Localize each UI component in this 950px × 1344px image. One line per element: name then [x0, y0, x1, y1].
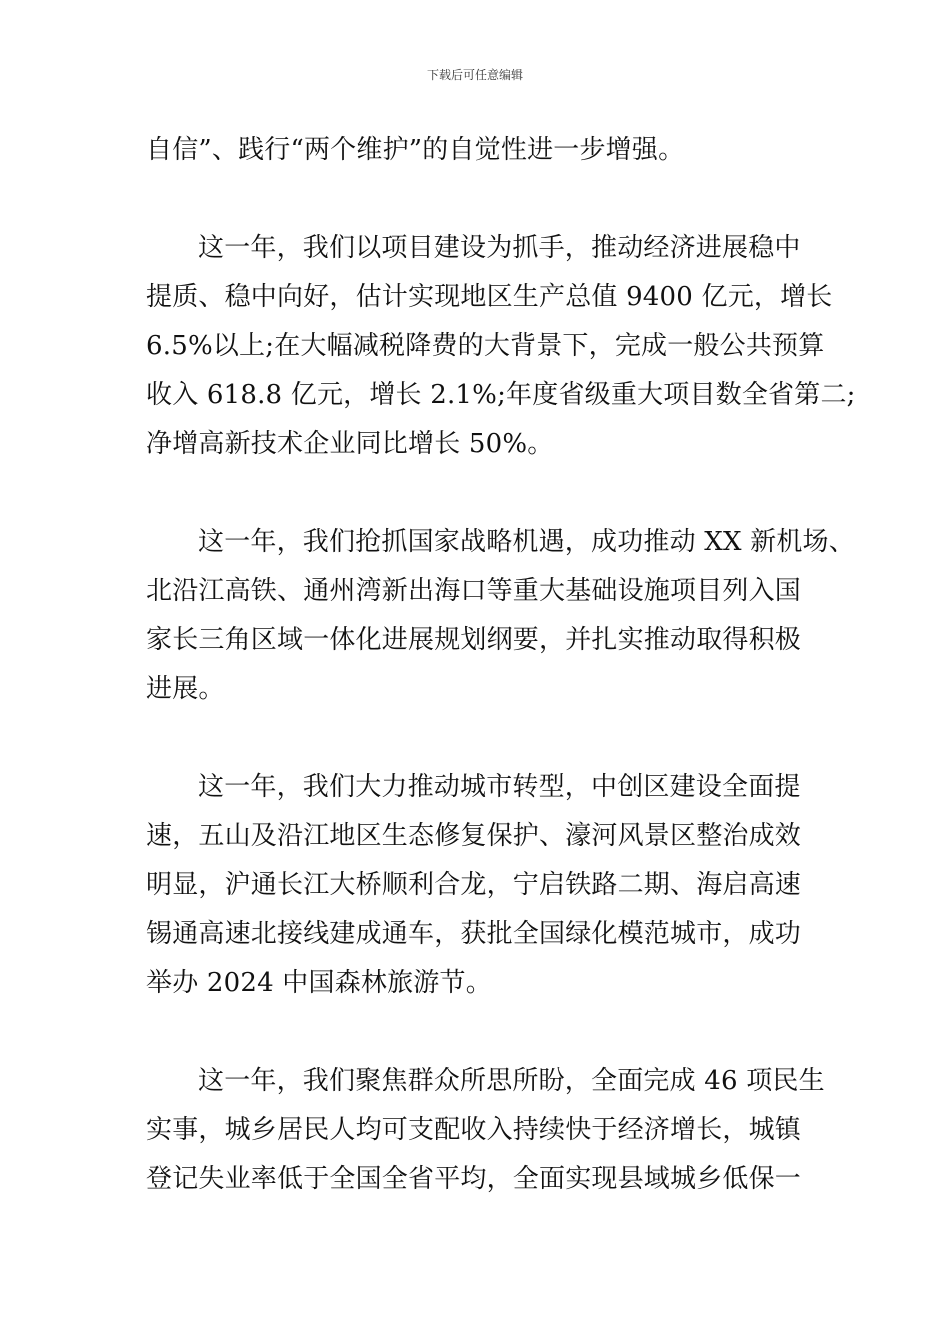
- paragraph-line: 锡通高速北接线建成通车，获批全国绿化模范城市，成功: [146, 919, 802, 949]
- paragraph-1: [146, 126, 816, 175]
- paragraph-line: 速，五山及沿江地区生态修复保护、濠河风景区整治成效: [146, 821, 802, 851]
- paragraph-line: 登记失业率低于全国全省平均，全面实现县域城乡低保一: [146, 1164, 802, 1194]
- paragraph-line: 这一年，我们以项目建设为抓手，推动经济进展稳中: [198, 233, 801, 263]
- paragraph-line: 进展。: [146, 674, 225, 704]
- paragraph-2: [146, 224, 856, 469]
- paragraph-3: [146, 518, 855, 714]
- paragraph-line: 这一年，我们聚焦群众所思所盼，全面完成 46 项民生: [198, 1066, 825, 1096]
- paragraph-gap: [146, 1008, 816, 1057]
- paragraph-line: 提质、稳中向好，估计实现地区生产总值 9400 亿元，增长: [146, 282, 833, 312]
- paragraph-5: [146, 1057, 825, 1204]
- paragraph-line: 自信”、践行“两个维护”的自觉性进一步增强。: [146, 135, 685, 165]
- paragraph-line: 这一年，我们抢抓国家战略机遇，成功推动 XX 新机场、: [198, 527, 855, 557]
- paragraph-gap: [146, 714, 816, 763]
- download-note: 下载后可任意编辑: [426, 68, 523, 82]
- paragraph-line: 明显，沪通长江大桥顺利合龙，宁启铁路二期、海启高速: [146, 870, 802, 900]
- paragraph-gap: [146, 469, 816, 518]
- paragraph-line: 家长三角区域一体化进展规划纲要，并扎实推动取得积极: [146, 625, 802, 655]
- paragraph-line: 举办 2024 中国森林旅游节。: [146, 968, 492, 998]
- paragraph-line: 收入 618.8 亿元，增长 2.1%;年度省级重大项目数全省第二;: [146, 380, 856, 410]
- paragraph-line: 这一年，我们大力推动城市转型，中创区建设全面提: [198, 772, 801, 802]
- paragraph-4: [146, 763, 816, 1008]
- paragraph-gap: [146, 175, 816, 224]
- paragraph-line: 净增高新技术企业同比增长 50%。: [146, 429, 554, 459]
- paragraph-line: 6.5%以上;在大幅减税降费的大背景下，完成一般公共预算: [146, 331, 825, 361]
- document-body: [146, 126, 856, 1204]
- paragraph-line: 实事，城乡居民人均可支配收入持续快于经济增长，城镇: [146, 1115, 802, 1145]
- paragraph-line: 北沿江高铁、通州湾新出海口等重大基础设施项目列入国: [146, 576, 802, 606]
